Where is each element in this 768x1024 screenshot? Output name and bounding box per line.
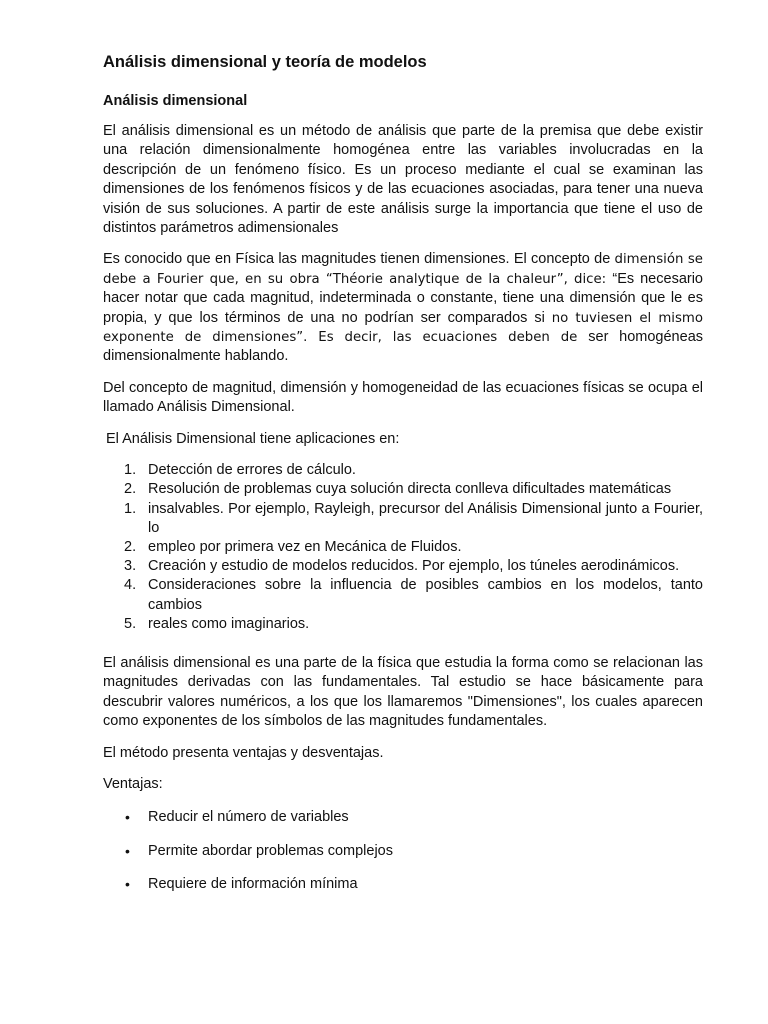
bullet-item: • Permite abordar problemas complejos <box>103 842 703 861</box>
bullet-item: • Requiere de información mínima <box>103 875 703 894</box>
bullet-icon: • <box>125 809 130 826</box>
list-item: 1. Detección de errores de cálculo. <box>124 462 356 479</box>
list-item: 4. Consideraciones sobre la influencia de posibles cambios en los modelos, tanto cambios <box>124 577 703 613</box>
list-item: 2. Resolución de problemas cuya solución directa conlleva dificultades matemáticas <box>124 481 672 498</box>
paragraph-method: El método presenta ventajas y desventajas. <box>103 744 384 761</box>
bullet-icon: • <box>125 842 130 859</box>
list-item: 5. reales como imaginarios. <box>124 615 310 632</box>
paragraph-fourier-part-3: “Es necesario hacer notar que cada magnitud, indeterminada o constante, tiene una dimensión que le es propia, y que los términos de una no podrían ser comparados si <box>103 270 703 326</box>
paragraph-fourier-part-2: dimensión se debe a Fourier que, en su obra “Théorie analytique de la chaleur”, dice: <box>103 252 703 287</box>
bullet-item: • Reducir el número de variables <box>103 808 703 827</box>
paragraph-fourier-part-5: ser homogéneas dimensionalmente hablando. <box>103 329 704 365</box>
list-intro: El Análisis Dimensional tiene aplicaciones en: <box>106 430 400 447</box>
bullet-icon: • <box>125 876 130 893</box>
applications-list <box>103 461 703 634</box>
section-heading: Análisis dimensional <box>103 93 248 109</box>
document-page <box>103 50 703 909</box>
list-item: 2. empleo por primera vez en Mecánica de Fluidos. <box>124 538 462 555</box>
document-title: Análisis dimensional y teoría de modelos <box>103 53 427 71</box>
ventajas-label: Ventajas: <box>103 775 163 792</box>
paragraph-fourier <box>103 250 703 366</box>
paragraph-definition: El análisis dimensional es un método de análisis que parte de la premisa que debe existir una relación dimensionalmente homogénea entre las variables involucradas en la descripción de un fenómeno físico. Es un proceso mediante el cual se examinan las dimensiones de los fenómenos físicos y de las ecuaciones asociadas, para tener una nueva visión de sus soluciones. A partir de este análisis surge la importancia que tiene el uso de distintos parámetros adimensionales <box>103 123 703 237</box>
list-item: 3. Creación y estudio de modelos reducidos. Por ejemplo, los túneles aerodinámicos. <box>124 558 680 575</box>
advantages-list <box>103 808 703 894</box>
list-item: 1. insalvables. Por ejemplo, Rayleigh, precursor del Análisis Dimensional junto a Fourier, lo <box>124 500 703 536</box>
paragraph-concept: Del concepto de magnitud, dimensión y homogeneidad de las ecuaciones físicas se ocupa el llamado Análisis Dimensional. <box>103 379 703 416</box>
paragraph-fourier-part-4: no tuviesen el mismo exponente de dimensiones”. Es decir, las ecuaciones deben de <box>103 310 704 346</box>
paragraph-physics: El análisis dimensional es una parte de la física que estudia la forma como se relacionan las magnitudes derivadas con las fundamentales. Tal estudio se hace básicamente para descubrir valores numéricos, a los que los llamaremos "Dimensiones", los cuales aparecen como exponentes de los símbolos de las magnitudes fundamentales. <box>103 654 703 730</box>
paragraph-fourier-part-1: Es conocido que en Física las magnitudes tienen dimensiones. El concepto de <box>103 251 615 268</box>
